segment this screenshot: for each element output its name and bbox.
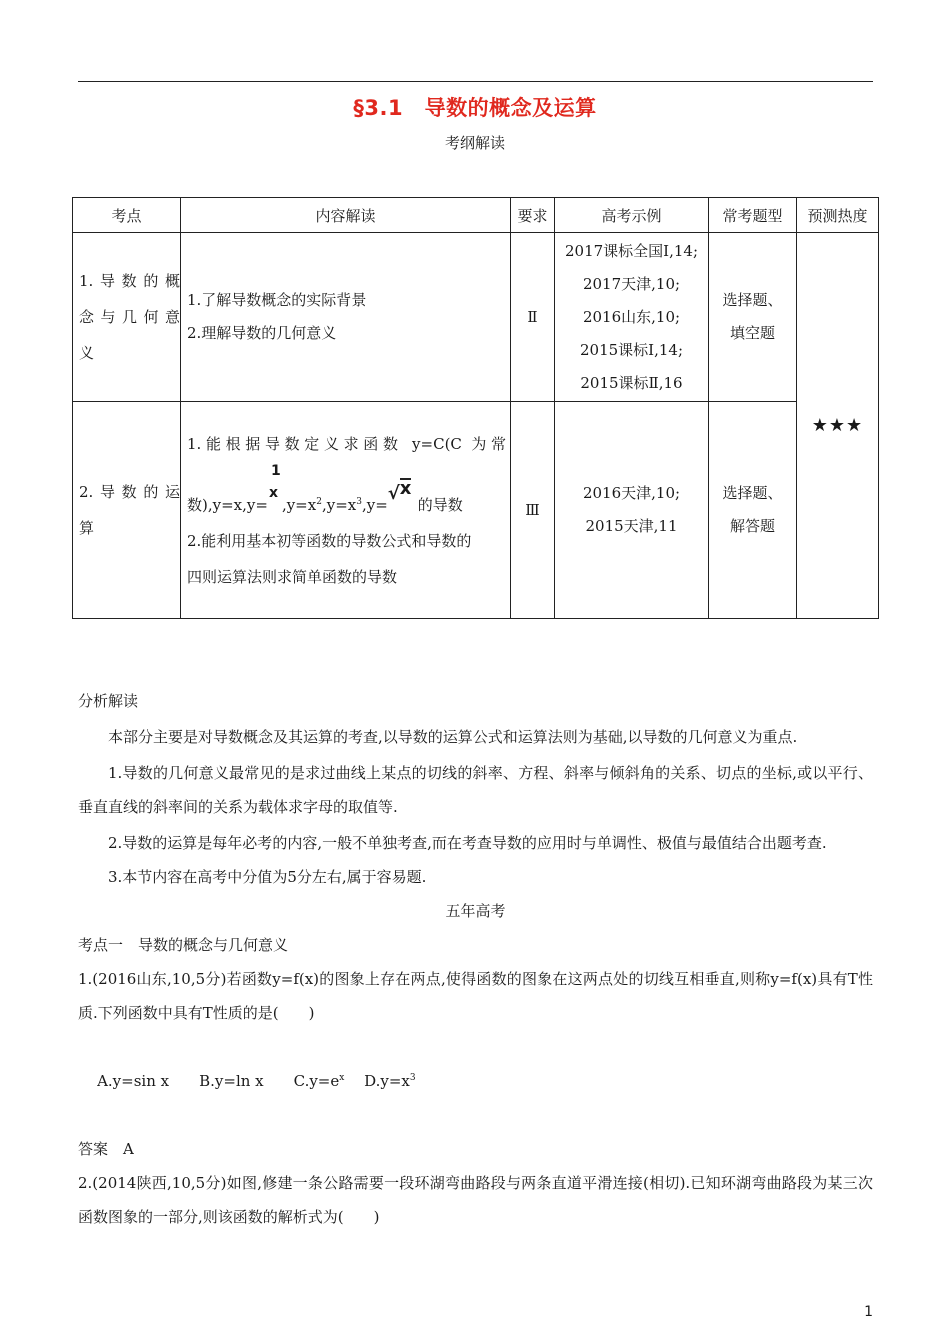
- requirement-cell: Ⅱ: [511, 233, 555, 402]
- topic-line: 1.导数的概: [79, 272, 180, 290]
- example-line: 2017课标全国Ⅰ,14;: [564, 241, 698, 260]
- example-line: 2016山东,10;: [582, 307, 681, 326]
- topic-heading: 考点一 导数的概念与几何意义: [78, 936, 289, 954]
- table-row: [73, 233, 879, 402]
- exponent: 2: [316, 496, 322, 507]
- table-header-row: [73, 198, 879, 233]
- radical-sign: √: [387, 482, 400, 504]
- fraction-numerator: 1: [270, 462, 281, 479]
- sqrt-x: [387, 477, 418, 504]
- example-line: 2015课标Ⅰ,14;: [579, 340, 683, 359]
- analysis-paragraph: 2.导数的运算是每年必考的内容,一般不单独考查,而在考查导数的应用时与单调性、极值与最值结合出题考查.: [108, 834, 827, 852]
- formula-text: ,y=: [361, 495, 388, 514]
- topic-line: 算: [79, 519, 95, 537]
- header-topic: 考点: [73, 198, 181, 233]
- example-line: 2017天津,10;: [582, 274, 681, 293]
- examples-cell: [555, 233, 709, 402]
- content-line: 2.能利用基本初等函数的导数公式和导数的: [187, 531, 472, 550]
- content-line: 1.了解导数概念的实际背景: [187, 291, 367, 309]
- types-line: 填空题: [729, 324, 775, 342]
- example-line: 2015课标Ⅱ,16: [580, 373, 683, 392]
- exponent: 3: [356, 496, 362, 507]
- content-cell: [181, 233, 511, 402]
- formula-text: ,y=x: [281, 495, 317, 514]
- example-line: 2016天津,10;: [582, 484, 681, 502]
- header-question-types: 常考题型: [709, 198, 797, 233]
- formula-text: 数),y=x,y=: [187, 495, 268, 514]
- topic-line: 义: [79, 344, 95, 362]
- topic-cell: [73, 233, 181, 402]
- header-heat: 预测热度: [797, 198, 879, 233]
- content-line-formula: [187, 462, 506, 523]
- topic-line: 念与几何意: [79, 308, 180, 326]
- top-rule: [78, 81, 873, 82]
- formula-text: ,y=x: [321, 495, 357, 514]
- types-cell: [709, 233, 797, 402]
- example-line: 2015天津,11: [585, 517, 678, 535]
- options-text: A.y=sin x B.y=ln x C.y=e: [97, 1072, 340, 1090]
- types-line: 解答题: [729, 517, 775, 535]
- fraction-one-over-x: [268, 462, 282, 512]
- analysis-paragraph: 3.本节内容在高考中分值为5分左右,属于容易题.: [108, 868, 427, 886]
- analysis-paragraph: 本部分主要是对导数概念及其运算的考查,以导数的运算公式和运算法则为基础,以导数的几何意义为重点.: [108, 728, 798, 746]
- content-cell: [181, 402, 511, 619]
- table-row: [73, 402, 879, 619]
- types-cell: [709, 402, 797, 619]
- content-line: 四则运算法则求简单函数的导数: [187, 567, 398, 586]
- question-2: 2.(2014陕西,10,5分)如图,修建一条公路需要一段环湖弯曲路段与两条直道平滑连接(相切).已知环湖弯曲路段为某三次函数图象的一部分,则该函数的解析式为( ): [78, 1174, 873, 1226]
- analysis-paragraph: 1.导数的几何意义最常见的是求过曲线上某点的切线的斜率、方程、斜率与倾斜角的关系、切点的坐标,或以平行、垂直直线的斜率间的关系为载体求字母的取值等.: [78, 764, 873, 816]
- heat-cell: [797, 233, 879, 619]
- question-1: 1.(2016山东,10,5分)若函数y=f(x)的图象上存在两点,使得函数的图象在这两点处的切线互相垂直,则称y=f(x)具有T性质.下列函数中具有T性质的是( ): [78, 970, 873, 1022]
- exponent: 3: [409, 1073, 416, 1083]
- header-content: 内容解读: [181, 198, 511, 233]
- analysis-section: [78, 684, 873, 1234]
- sqrt-argument: x: [399, 477, 412, 499]
- question-1-options: [78, 1030, 873, 1132]
- content-line: 1.能根据导数定义求函数 y=C(C 为常: [187, 434, 506, 453]
- topic-line: 2.导数的运: [79, 483, 180, 501]
- syllabus-heading: 考纲解读: [444, 134, 505, 152]
- types-line: 选择题、: [722, 291, 783, 309]
- fraction-denominator: x: [268, 484, 278, 501]
- question-1-answer: 答案 A: [78, 1140, 134, 1158]
- syllabus-table: [72, 197, 879, 619]
- exponent: x: [339, 1073, 345, 1083]
- analysis-heading: 分析解读: [78, 692, 139, 710]
- types-line: 选择题、: [722, 484, 783, 502]
- page-number: 1: [864, 1304, 873, 1320]
- section-title: §3.1 导数的概念及运算: [353, 96, 597, 120]
- header-examples: 高考示例: [555, 198, 709, 233]
- five-years-heading: 五年高考: [445, 902, 506, 920]
- header-requirement: 要求: [511, 198, 555, 233]
- topic-cell: [73, 402, 181, 619]
- heat-stars: ★★★: [811, 414, 864, 436]
- options-text: D.y=x: [344, 1072, 410, 1090]
- examples-cell: [555, 402, 709, 619]
- content-line: 2.理解导数的几何意义: [187, 324, 337, 342]
- requirement-cell: Ⅲ: [511, 402, 555, 619]
- formula-text: 的导数: [417, 495, 463, 514]
